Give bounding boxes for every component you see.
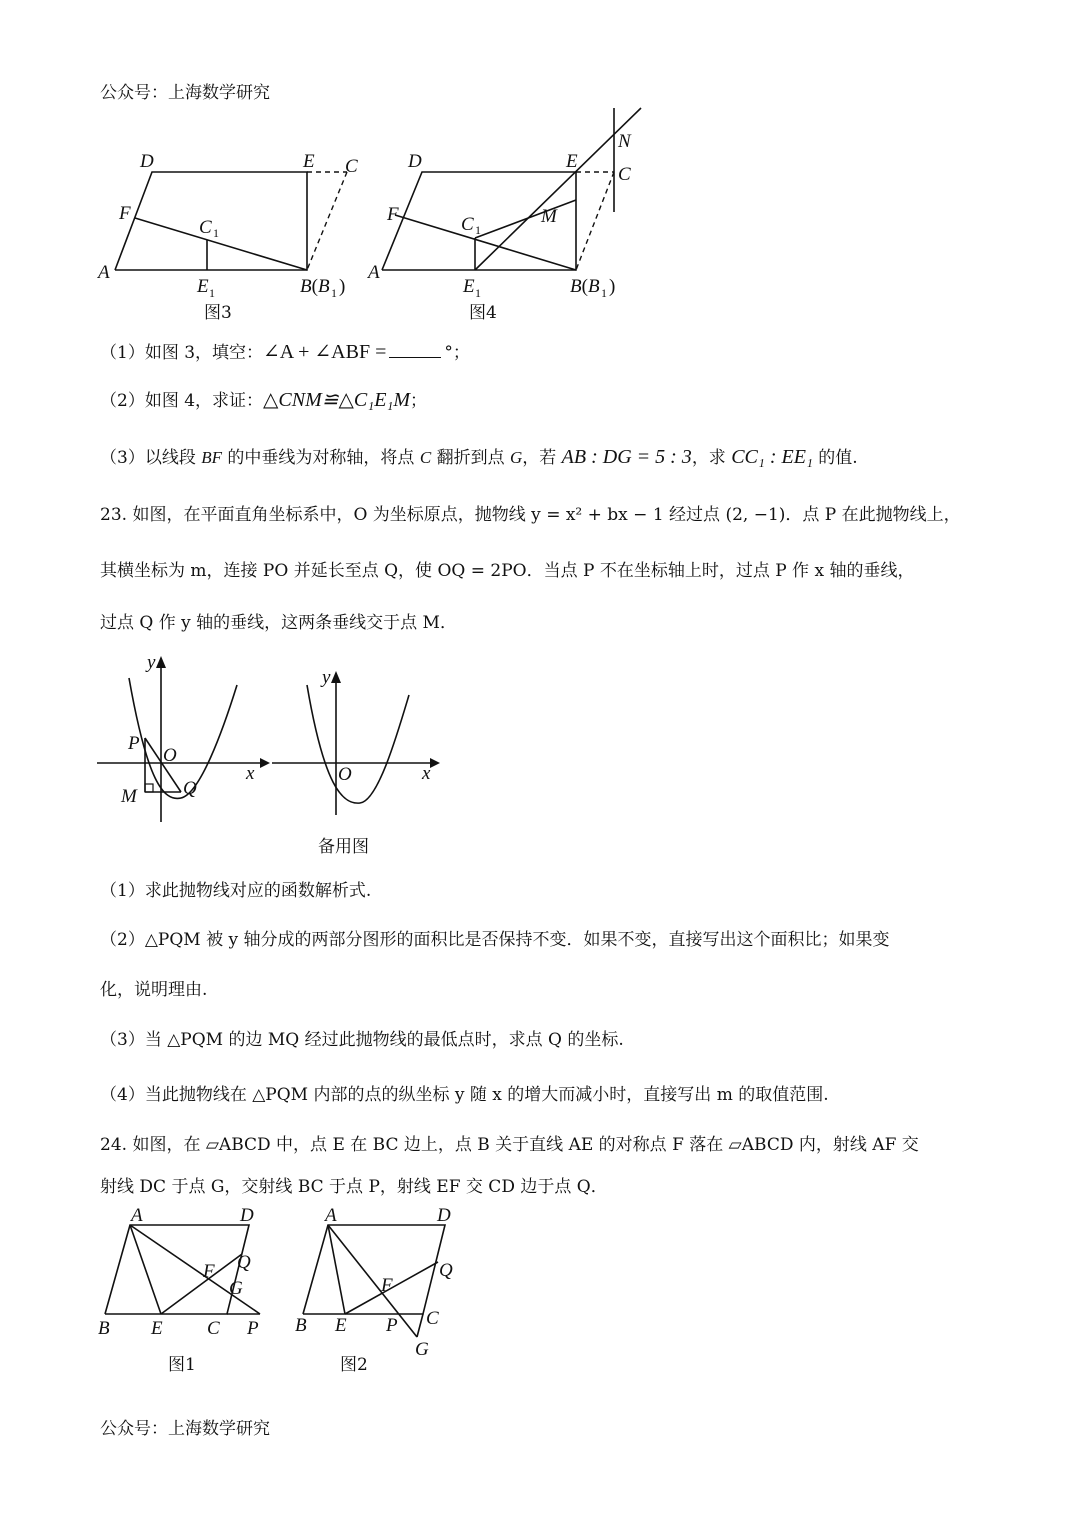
figure-3 (95, 145, 385, 325)
svg-text:1: 1 (475, 286, 481, 300)
svg-text:E: E (303, 151, 315, 172)
svg-text:P: P (247, 1318, 259, 1339)
svg-text:C: C (345, 156, 358, 177)
svg-text:N: N (618, 131, 631, 152)
q23-part2-line2: 化，说明理由. (100, 980, 208, 1000)
svg-text:Q: Q (439, 1260, 453, 1281)
q22-part1: （1）如图 3，填空：∠A + ∠ABF = °； (100, 341, 470, 363)
svg-text:F: F (203, 1261, 215, 1282)
svg-text:D: D (437, 1205, 451, 1226)
svg-text:O: O (163, 745, 177, 766)
svg-text:D: D (240, 1205, 254, 1226)
svg-text:x: x (246, 763, 255, 784)
svg-text:F: F (387, 204, 399, 225)
q24-fig1-caption: 图1 (168, 1355, 196, 1375)
q24-line2: 射线 DC 于点 G，交射线 BC 于点 P，射线 EF 交 CD 边于点 Q． (100, 1177, 608, 1197)
svg-text:A: A (98, 262, 110, 283)
q22-part2-math: △CNM≌△C₁E₁M (263, 389, 411, 411)
q24-fig2-caption: 图2 (340, 1355, 368, 1375)
svg-text:E: E (151, 1318, 163, 1339)
q23-line3: 过点 Q 作 y 轴的垂线，这两条垂线交于点 M． (100, 613, 457, 633)
svg-text:Q: Q (183, 778, 197, 799)
q22-part1-math: ∠A + ∠ABF = (263, 341, 387, 363)
q23-figure (95, 650, 270, 830)
svg-text:M: M (541, 206, 557, 227)
svg-text:E: E (197, 276, 209, 297)
svg-text:G: G (229, 1278, 243, 1299)
svg-text:Q: Q (237, 1252, 251, 1273)
svg-text:y: y (147, 652, 156, 673)
svg-text:M: M (121, 786, 137, 807)
svg-text:F: F (119, 203, 131, 224)
figure-3-caption: 图3 (204, 303, 232, 323)
svg-text:1: 1 (331, 286, 337, 300)
q24-figure-2 (295, 1205, 465, 1360)
svg-text:D: D (140, 151, 154, 172)
svg-text:C: C (618, 164, 631, 185)
q23-spare-caption: 备用图 (318, 837, 369, 857)
svg-text:O: O (338, 764, 352, 785)
q22-part2: （2）如图 4，求证：△CNM≌△C₁E₁M； (100, 389, 428, 411)
svg-text:x: x (422, 763, 431, 784)
q23-part1: （1）求此抛物线对应的函数解析式. (100, 881, 372, 901)
answer-blank (389, 343, 441, 358)
svg-text:C: C (461, 214, 474, 235)
figure-4-caption: 图4 (469, 303, 497, 323)
svg-text:B(B: B(B (300, 276, 330, 297)
q23-line2: 其横坐标为 m，连接 PO 并延长至点 Q，使 OQ = 2PO．当点 P 不在坐标轴上时，过点 P 作 x 轴的垂线， (100, 561, 915, 581)
svg-text:C: C (207, 1318, 220, 1339)
svg-text:B(B: B(B (570, 276, 600, 297)
q23-spare-figure (272, 665, 442, 825)
svg-text:B: B (295, 1315, 307, 1336)
q23-line1: 23. 如图，在平面直角坐标系中，O 为坐标原点，抛物线 y = x² + bx − 1 经过点 (2, −1)．点 P 在此抛物线上， (100, 505, 961, 525)
q23-part2-line1: （2）△PQM 被 y 轴分成的两部分图形的面积比是否保持不变．如果不变，直接写出这个面积比；如果变 (100, 930, 890, 950)
svg-text:P: P (128, 733, 140, 754)
svg-text:E: E (463, 276, 475, 297)
svg-text:1: 1 (213, 226, 219, 240)
q23-part3: （3）当 △PQM 的边 MQ 经过此抛物线的最低点时，求点 Q 的坐标. (100, 1030, 624, 1050)
svg-text:C: C (199, 217, 212, 238)
svg-text:A: A (131, 1205, 143, 1226)
svg-text:1: 1 (209, 286, 215, 300)
page-header: 公众号：上海数学研究 (100, 83, 270, 103)
svg-text:E: E (335, 1315, 347, 1336)
svg-text:D: D (408, 151, 422, 172)
svg-text:C: C (426, 1308, 439, 1329)
q24-figure-1 (95, 1205, 270, 1340)
q22-part3: （3）以线段 BF 的中垂线为对称轴，将点 C 翻折到点 G，若 AB : DG = 5 : 3，求 CC₁ : EE₁ 的值. (100, 446, 858, 468)
svg-text:P: P (386, 1315, 398, 1336)
svg-text:F: F (381, 1275, 393, 1296)
svg-text:1: 1 (601, 286, 607, 300)
page-footer: 公众号：上海数学研究 (100, 1419, 270, 1439)
svg-text:A: A (325, 1205, 337, 1226)
svg-text:B: B (98, 1318, 110, 1339)
svg-text:1: 1 (475, 223, 481, 237)
svg-text:): ) (609, 276, 616, 297)
figure-4 (365, 100, 655, 325)
svg-text:E: E (566, 151, 578, 172)
svg-text:G: G (415, 1339, 429, 1360)
svg-text:A: A (368, 262, 380, 283)
svg-text:): ) (339, 276, 346, 297)
q24-line1: 24. 如图，在 ▱ABCD 中，点 E 在 BC 边上，点 B 关于直线 AE 的对称点 F 落在 ▱ABCD 内，射线 AF 交 (100, 1135, 919, 1155)
svg-text:y: y (322, 667, 331, 688)
q23-part4: （4）当此抛物线在 △PQM 内部的点的纵坐标 y 随 x 的增大而减小时，直接写出 m 的取值范围. (100, 1085, 829, 1105)
